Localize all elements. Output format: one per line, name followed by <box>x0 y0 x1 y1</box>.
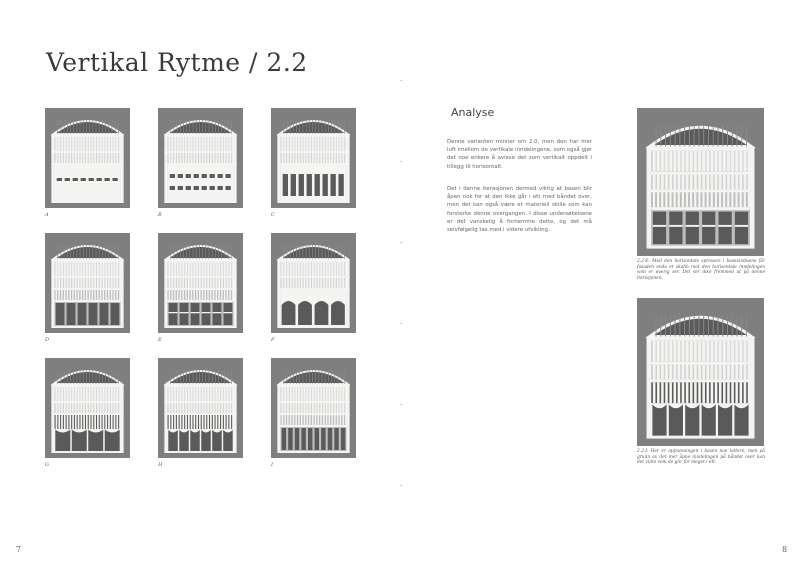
variant-label-f: F <box>271 337 275 343</box>
variant-photo-i <box>271 358 356 458</box>
analysis-heading: Analyse <box>451 106 495 119</box>
variant-label-a: A <box>45 212 49 218</box>
analysis-paragraph-1: Denne varianten minner om 2.0, men den har mer luft imellom de vertikale inndelingene, som også gjør det noe enkere å avlese det som vertikalt oppdelt i tillegg til horisontalt. <box>447 139 592 170</box>
figure-2-2-I-photo <box>637 298 764 446</box>
variant-photo-c <box>271 108 356 208</box>
variant-label-g: G <box>45 462 49 468</box>
margin-dot: • <box>400 159 403 164</box>
variant-photo-b <box>158 108 243 208</box>
margin-dot: • <box>400 78 403 83</box>
margin-dot: • <box>400 240 403 245</box>
variant-photo-f <box>271 233 356 333</box>
page-title: Vertikal Rytme / 2.2 <box>46 48 308 77</box>
variant-photo-e <box>158 233 243 333</box>
variant-label-e: E <box>158 337 162 343</box>
page-number-left: 7 <box>16 545 22 554</box>
figure-2-2-E-caption: 2.2-E: Med den horisontale sprossen i basevinduene får fasaden enda et skabb mot den horisontale inndelingen som er øverig ser. Det ser ikke fremmed ut på denne iterasjonen. <box>637 259 765 281</box>
variant-photo-g <box>45 358 130 458</box>
variant-label-b: B <box>158 212 162 218</box>
variant-label-d: D <box>45 337 50 343</box>
margin-dot: • <box>400 483 403 488</box>
variant-label-i: I <box>271 462 273 468</box>
margin-dot: • <box>400 402 403 407</box>
variant-photo-a <box>45 108 130 208</box>
margin-dot: • <box>400 321 403 326</box>
variant-label-h: H <box>158 462 163 468</box>
analysis-paragraph-2: Det i denne iterasjonen dermed viktig at basen blir åpen nok for at den ikke går i ett med båndet over, men det kan også være et materiell skille som kan forsterke denne overgangen. I disse undersøkelsene er det vanskelig å fornemme dette, og det må selvfølgelig tas med i videre utvikling. <box>447 186 592 234</box>
variant-photo-h <box>158 358 243 458</box>
figure-2-2-E-photo <box>637 108 764 256</box>
figure-2-2-I-caption: 2.2-I: Her er oppnessingen i basen noe lettere, men på grunn av det mer åpne inndelingen på båndet over kan det virke som de glir for meget i ett. <box>637 449 765 466</box>
variant-label-c: C <box>271 212 275 218</box>
variant-photo-d <box>45 233 130 333</box>
page-number-right: 8 <box>782 545 788 554</box>
